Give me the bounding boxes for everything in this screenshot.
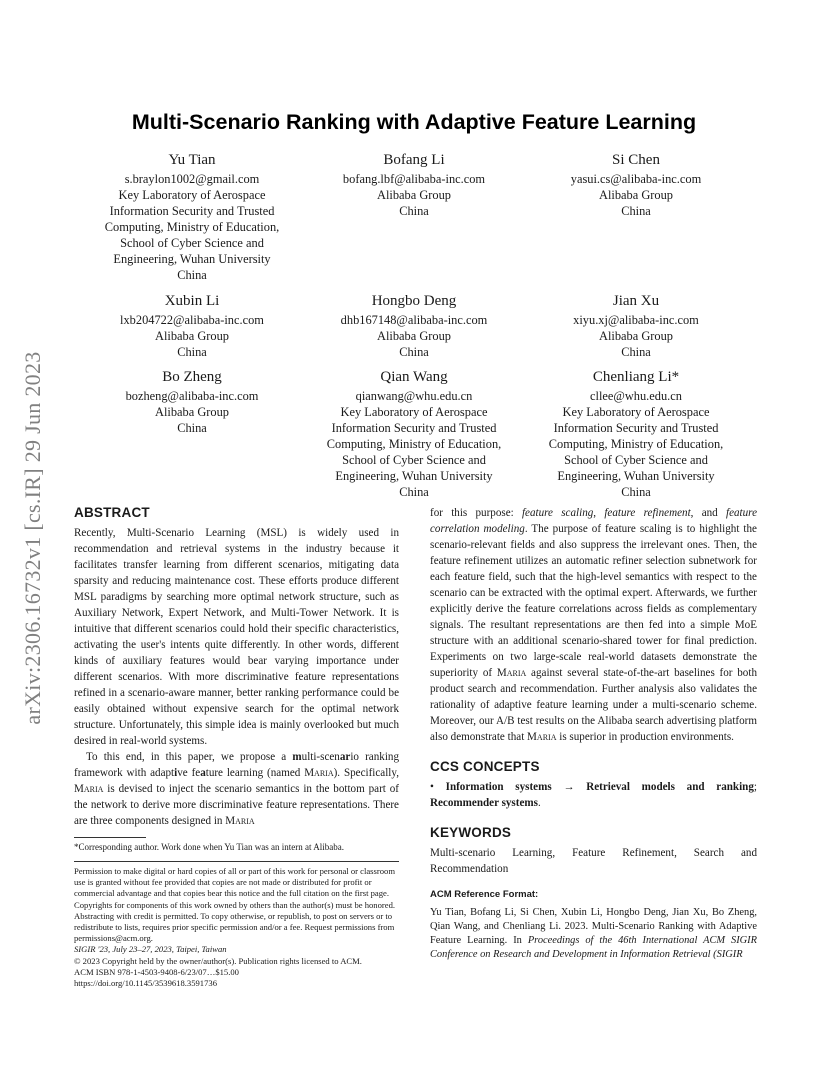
author-block xyxy=(314,151,514,219)
author-email: yasui.cs@alibaba-inc.com xyxy=(570,172,702,186)
author-block xyxy=(92,368,292,436)
author-block xyxy=(314,368,514,500)
doi-line: https://doi.org/10.1145/3539618.3591736 xyxy=(74,978,217,989)
conference-venue: SIGIR '23, July 23–27, 2023, Taipei, Taiwan xyxy=(74,944,227,955)
arxiv-identifier: arXiv:2306.16732v1 [cs.IR] 29 Jun 2023 xyxy=(20,351,45,725)
author-name: Xubin Li xyxy=(164,293,220,309)
author-email: s.braylon1002@gmail.com xyxy=(124,172,260,186)
reference-format-text: Yu Tian, Bofang Li, Si Chen, Xubin Li, Hongbo Deng, Jian Xu, Bo Zheng, Qian Wang, and Chenliang Li. 2023. Multi-Scenario Ranking with Adaptive Feature Learning. In Proceedings of the 46th International ACM SIGIR Conference on Research and Development in Information Retrieval (SIGIR xyxy=(430,907,757,960)
author-email: cllee@whu.edu.cn xyxy=(590,389,682,403)
copyright-line: © 2023 Copyright held by the owner/author(s). Publication rights licensed to ACM. xyxy=(74,955,362,966)
author-affiliation: Key Laboratory of Aerospace Information Security and Trusted Computing, Ministry of Education, School of Cyber Science and Engineering, Wuhan University China xyxy=(548,405,724,499)
author-affiliation: Alibaba Group China xyxy=(155,405,229,435)
author-affiliation: Alibaba Group China xyxy=(155,329,229,359)
keywords-text: Multi-scenario Learning, Feature Refinement, Search and Recommendation xyxy=(430,847,757,875)
author-affiliation: Key Laboratory of Aerospace Information Security and Trusted Computing, Ministry of Education, School of Cyber Science and Engineering, Wuhan University China xyxy=(104,188,280,282)
author-email: xiyu.xj@alibaba-inc.com xyxy=(573,313,699,327)
abstract-continued: for this purpose: feature scaling, feature refinement, and feature correlation modeling. The purpose of feature scaling is to highlight the scenario-relevant fields and also suppress the irrelevant ones. Then, the feature refinement utilizes an automatic refiner selection subnetwork for each feature field, such that the high-level semantics with respect to the scenario can be extracted with the optimal expert. Afterwards, we further explicitly derive the feature correlations across fields as complementary signals. The resultant representations are then fed into a simple MoE structure with an additional scenario-shared tower for final prediction. Experiments on two large-scale real-world datasets demonstrate the superiority of Maria against several state-of-the-art baselines for both product search and recommendation. Further analysis also validates the rationality of adaptive feature learning under a multi-scenario scheme. Moreover, our A/B test results on the Alibaba search advertising platform also demonstrate that Maria is superior in production environments. xyxy=(430,507,757,743)
permission-text: Permission to make digital or hard copies of all or part of this work for personal or classroom use is granted without fee provided that copies are not made or distributed for profit or commercial advantage and that copies bear this notice and the full citation on the first page. Copyrights for components of this work owned by others than the author(s) must be honored. Abstracting with credit is permitted. To copy otherwise, or republish, to post on servers or to redistribute to lists, requires prior specific permission and/or a fee. Request permissions from permissions@acm.org. xyxy=(74,866,396,944)
author-name: Qian Wang xyxy=(380,369,448,385)
left-column xyxy=(74,505,399,989)
footnote: *Corresponding author. Work done when Yu Tian was an intern at Alibaba. xyxy=(74,842,344,852)
author-email: bofang.lbf@alibaba-inc.com xyxy=(342,172,486,186)
author-affiliation: Alibaba Group China xyxy=(599,188,673,218)
footnote-rule xyxy=(74,837,146,838)
author-email: bozheng@alibaba-inc.com xyxy=(125,389,259,403)
author-affiliation: Alibaba Group China xyxy=(599,329,673,359)
author-block xyxy=(536,292,736,360)
author-affiliation: Alibaba Group China xyxy=(377,188,451,218)
author-name: Chenliang Li* xyxy=(592,369,680,385)
abstract-paragraph: Recently, Multi-Scenario Learning (MSL) is widely used in recommendation and retrieval systems in the industry because it facilitates transfer learning from different scenarios, mitigating data sparsity and reducing maintenance cost. These efforts produce different MSL paradigms by searching more optimal network structure, such as Auxiliary Network, Expert Network, and Multi-Tower Network. It is intuitive that different scenarios could hold their specific characteristics, activating the user's intents quite differently. In other words, different kinds of auxiliary features would bear varying importance under different scenarios. With more discriminative feature representations refined in a scenario-aware manner, better ranking performance could be easily obtained without expensive search for the optimal network structure. Unfortunately, this simple idea is mainly overlooked but much desired in real-world systems. xyxy=(74,527,399,747)
author-block xyxy=(92,151,292,283)
author-name: Bo Zheng xyxy=(162,369,222,385)
keywords-heading: KEYWORDS xyxy=(430,825,512,840)
author-name: Bofang Li xyxy=(383,152,445,168)
author-affiliation: Key Laboratory of Aerospace Information Security and Trusted Computing, Ministry of Education, School of Cyber Science and Engineering, Wuhan University China xyxy=(326,405,502,499)
permission-block xyxy=(74,866,399,989)
ccs-heading: CCS CONCEPTS xyxy=(430,759,540,774)
author-email: lxb204722@alibaba-inc.com xyxy=(120,313,264,327)
author-name: Si Chen xyxy=(612,152,660,168)
reference-format-label: ACM Reference Format: xyxy=(430,889,539,900)
right-column xyxy=(430,505,757,962)
author-email: qianwang@whu.edu.cn xyxy=(355,389,473,403)
abstract-paragraph: To this end, in this paper, we propose a multi-scenario ranking framework with adaptive feature learning (named Maria). Specifically, Maria is devised to inject the scenario semantics in the bottom part of the network to derive more discriminative feature representations. There are three components designed in Maria xyxy=(74,751,400,827)
permission-rule xyxy=(74,861,399,862)
abstract-heading: ABSTRACT xyxy=(74,505,150,520)
author-name: Jian Xu xyxy=(612,293,660,309)
author-name: Hongbo Deng xyxy=(371,293,457,309)
isbn-line: ACM ISBN 978-1-4503-9408-6/23/07…$15.00 xyxy=(74,966,239,977)
author-block xyxy=(536,151,736,219)
paper-title: Multi-Scenario Ranking with Adaptive Feature Learning xyxy=(131,110,697,134)
author-name: Yu Tian xyxy=(168,152,216,168)
author-email: dhb167148@alibaba-inc.com xyxy=(340,313,488,327)
author-affiliation: Alibaba Group China xyxy=(377,329,451,359)
author-block xyxy=(314,292,514,360)
ccs-concepts: • Information systems → Retrieval models and ranking; Recommender systems. xyxy=(430,781,757,809)
author-block xyxy=(536,368,736,500)
author-block xyxy=(92,292,292,360)
